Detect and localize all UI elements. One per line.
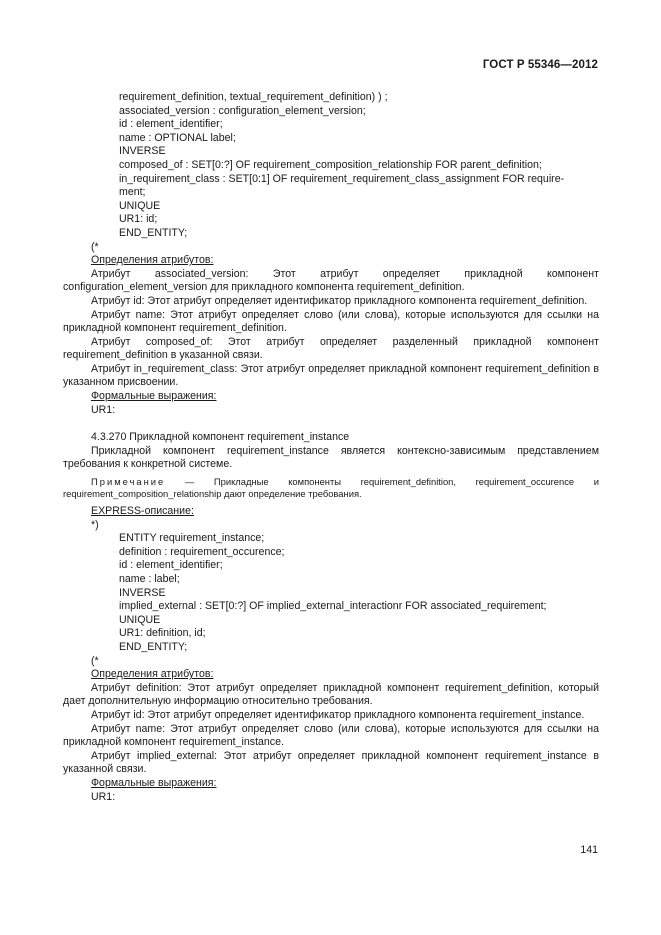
attr-paragraph: Атрибут name: Этот атрибут определяет слово (или слова), которые используются для ссылки на прикладной компонент requirement_definition. (63, 308, 599, 335)
code-line: ment; (119, 186, 146, 199)
note (63, 476, 599, 500)
code-line: name : OPTIONAL label; (119, 131, 236, 144)
attr-definitions-heading: Определения атрибутов: (91, 668, 214, 681)
attr-paragraph: Атрибут definition: Этот атрибут определяет прикладной компонент requirement_definition, который дает дополнительную информацию относительно требования. (63, 681, 599, 708)
code-line: name : label; (119, 573, 180, 585)
document-body (63, 91, 599, 804)
comment-open: (* (91, 654, 99, 667)
formal-expressions-heading: Формальные выражения: (91, 776, 217, 789)
code-line: associated_version : configuration_element_version; (119, 104, 366, 117)
section-intro: Прикладной компонент requirement_instance является контекснo-зависимым представлением требования к конкретной системе. (63, 444, 599, 471)
code-line: INVERSE (119, 145, 166, 158)
attr-paragraph: Атрибут id: Этот атрибут определяет идентификатор прикладного компонента requirement_definition. (91, 294, 588, 307)
code-line: id : element_identifier; (119, 118, 223, 131)
attr-paragraph: Атрибут associated_version: Этот атрибут определяет прикладной компонент configuration_element_version для прикладного компонента requirement_definition. (63, 267, 599, 294)
comment-open: (* (91, 240, 99, 253)
express-heading: EXPRESS-описание: (91, 505, 194, 518)
code-line: UNIQUE (119, 199, 161, 212)
formal-expression-item: UR1: (91, 403, 116, 416)
code-line: ENTITY requirement_instance; (119, 532, 265, 545)
formal-expressions-heading: Формальные выражения: (91, 390, 217, 403)
code-line: requirement_definition, textual_requirement_definition) ) ; (119, 91, 388, 103)
attr-paragraph: Атрибут implied_external: Этот атрибут определяет прикладной компонент requirement_instance в указанной связи. (63, 749, 599, 776)
attr-paragraph: Атрибут id: Этот атрибут определяет идентификатор прикладного компонента requirement_instance. (91, 708, 585, 721)
page-number: 141 (580, 844, 598, 856)
attr-paragraph: Атрибут composed_of: Этот атрибут определяет разделенный прикладной компонент requirement_definition в указанной связи. (63, 335, 599, 362)
document-header: ГОСТ Р 55346—2012 (482, 59, 598, 71)
code-line: INVERSE (119, 586, 166, 599)
formal-expression-item: UR1: (91, 790, 116, 803)
code-line: UNIQUE (119, 613, 161, 626)
code-line: END_ENTITY; (119, 640, 188, 653)
code-line: UR1: definition, id; (119, 627, 206, 640)
attr-definitions-heading: Определения атрибутов: (91, 254, 214, 267)
attr-paragraph: Атрибут name: Этот атрибут определяет слово (или слова), которые используются для ссылки на прикладной компонент requirement_instance. (63, 722, 599, 749)
section-title: 4.3.270 Прикладной компонент requirement_instance (91, 431, 350, 444)
code-line: implied_external : SET[0:?] OF implied_external_interactionr FOR associated_requirement; (119, 600, 547, 613)
code-line: in_requirement_class : SET[0:1] OF requirement_requirement_class_assignment FOR require- (119, 172, 565, 185)
code-line: composed_of : SET[0:?] OF requirement_composition_relationship FOR parent_definition; (119, 158, 542, 171)
code-line: END_ENTITY; (119, 226, 188, 239)
comment-close: *) (91, 518, 99, 531)
code-line: UR1: id; (119, 213, 158, 226)
code-line: id : element_identifier; (119, 559, 223, 572)
code-line: definition : requirement_occurence; (119, 545, 285, 558)
note-label: Примечание (91, 476, 166, 488)
attr-paragraph: Атрибут in_requirement_class: Этот атрибут определяет прикладной компонент requirement_definition в указанном присвоении. (63, 362, 599, 389)
note-text: — Прикладные компоненты requirement_definition, requirement_occurence и requirement_composition_relationship дают определение требования. (63, 476, 599, 500)
